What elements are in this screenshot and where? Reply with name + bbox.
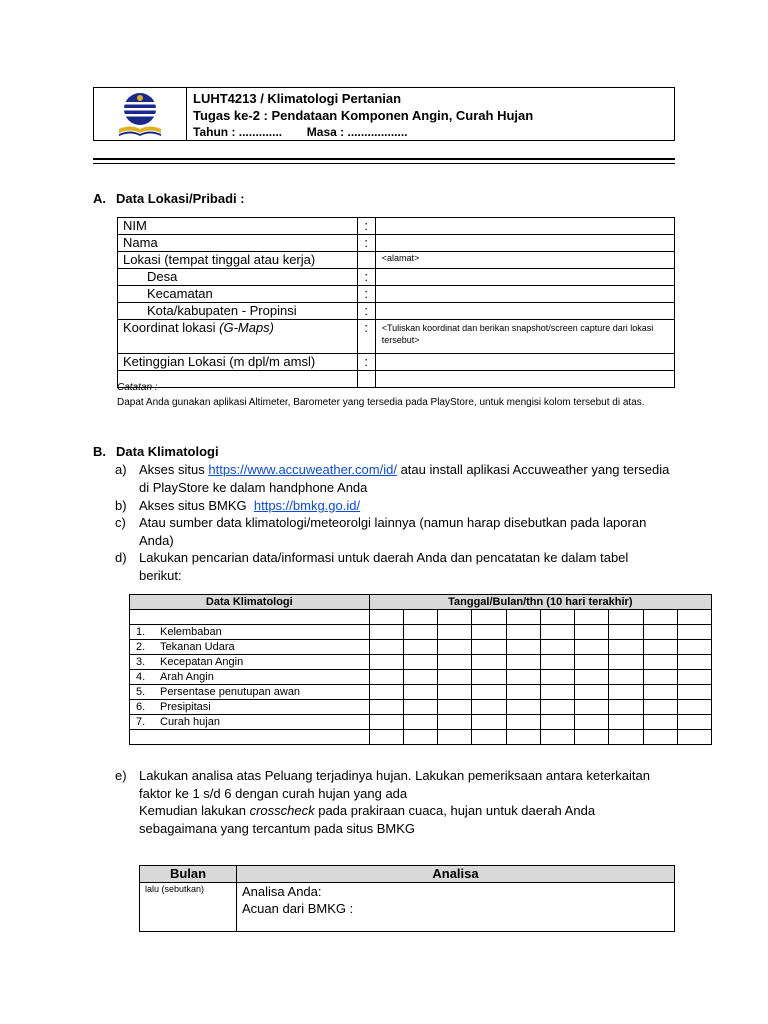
row-label: Koordinat lokasi (G-Maps) [118, 320, 358, 354]
data-cell[interactable] [369, 625, 403, 640]
data-cell[interactable] [575, 730, 609, 745]
data-cell[interactable] [540, 700, 574, 715]
data-cell[interactable] [438, 640, 472, 655]
data-cell[interactable] [609, 640, 643, 655]
col-header-analysis: Analisa [237, 866, 675, 883]
data-cell[interactable] [609, 670, 643, 685]
course-title: LUHT4213 / Klimatologi Pertanian [193, 91, 402, 106]
date-cell[interactable] [438, 610, 472, 625]
data-cell[interactable] [438, 715, 472, 730]
colon: : [357, 235, 375, 252]
data-cell[interactable] [643, 655, 677, 670]
climate-parameter: 6. Presipitasi [130, 700, 370, 715]
data-cell[interactable] [403, 730, 437, 745]
data-cell[interactable] [438, 730, 472, 745]
table-row [118, 235, 675, 252]
row-label: Ketinggian Lokasi (m dpl/m amsl) [118, 354, 358, 371]
data-cell[interactable] [369, 700, 403, 715]
row-label: Desa [118, 269, 358, 286]
table-row [140, 883, 675, 932]
village-field[interactable] [375, 269, 674, 286]
data-cell[interactable] [609, 700, 643, 715]
col-header-date: Tanggal/Bulan/thn (10 hari terakhir) [369, 595, 711, 610]
data-cell[interactable] [472, 640, 506, 655]
task-title: Tugas ke-2 : Pendataan Komponen Angin, Curah Hujan [193, 108, 534, 123]
data-cell[interactable] [403, 715, 437, 730]
table-row [118, 218, 675, 235]
data-cell[interactable] [643, 640, 677, 655]
altitude-field[interactable] [375, 354, 674, 371]
analysis-field[interactable]: Analisa Anda: Acuan dari BMKG : [237, 883, 675, 932]
period-label: Masa : .................. [306, 125, 408, 139]
climate-parameter: 3. Kecepatan Angin [130, 655, 370, 670]
data-cell[interactable] [369, 655, 403, 670]
table-row [118, 269, 675, 286]
data-cell[interactable] [403, 700, 437, 715]
col-header-month: Bulan [140, 866, 237, 883]
data-cell[interactable] [540, 730, 574, 745]
bmkg-link[interactable]: https://bmkg.go.id/ [253, 498, 361, 513]
header-text [193, 90, 533, 141]
divider-thick [93, 158, 675, 160]
date-cell[interactable] [677, 610, 711, 625]
note-title: Catatan : [117, 382, 158, 393]
col-header-data: Data Klimatologi [130, 595, 370, 610]
data-cell[interactable] [575, 685, 609, 700]
row-label: Lokasi (tempat tinggal atau kerja) [118, 252, 358, 269]
data-cell[interactable] [472, 715, 506, 730]
table-row [118, 252, 675, 269]
table-header-row [130, 595, 712, 610]
data-cell[interactable] [506, 670, 540, 685]
climatology-table [129, 594, 712, 745]
data-cell[interactable] [677, 655, 711, 670]
colon-empty [357, 252, 375, 269]
district-field[interactable] [375, 286, 674, 303]
coordinate-field[interactable]: <Tuliskan koordinat dan berikan snapshot/screen capture dari lokasi tersebut> [375, 320, 674, 354]
data-cell[interactable] [643, 730, 677, 745]
data-cell[interactable] [540, 655, 574, 670]
data-cell[interactable] [506, 625, 540, 640]
climate-parameter: 4. Arah Angin [130, 670, 370, 685]
data-cell[interactable] [403, 685, 437, 700]
row-label: Kota/kabupaten - Propinsi [118, 303, 358, 320]
item-e-line1: Lakukan analisa atas Peluang terjadinya hujan. Lakukan pemeriksaan antara keterkaitan faktor ke 1 s/d 6 dengan curah hujan yang ada [139, 768, 650, 801]
data-cell[interactable] [677, 700, 711, 715]
data-cell[interactable] [506, 715, 540, 730]
table-row [130, 610, 712, 625]
table-row [118, 320, 675, 354]
data-cell[interactable] [472, 655, 506, 670]
data-cell[interactable] [403, 625, 437, 640]
table-row [130, 655, 712, 670]
section-b-title: B. Data Klimatologi [93, 444, 219, 459]
data-cell[interactable] [506, 655, 540, 670]
data-cell[interactable] [643, 625, 677, 640]
date-cell[interactable] [540, 610, 574, 625]
data-cell[interactable] [540, 670, 574, 685]
colon: : [357, 286, 375, 303]
data-cell[interactable] [472, 685, 506, 700]
data-cell[interactable] [506, 730, 540, 745]
location-field[interactable]: <alamat> [375, 252, 674, 269]
data-cell[interactable] [609, 715, 643, 730]
climate-parameter: 2. Tekanan Udara [130, 640, 370, 655]
climate-parameter: 5. Persentase penutupan awan [130, 685, 370, 700]
note-text: Dapat Anda gunakan aplikasi Altimeter, Barometer yang tersedia pada PlayStore, untuk mengisi kolom tersebut di atas. [117, 397, 645, 408]
data-cell[interactable] [575, 700, 609, 715]
colon: : [357, 303, 375, 320]
date-cell[interactable] [575, 610, 609, 625]
data-cell[interactable] [540, 685, 574, 700]
row-label: NIM [118, 218, 358, 235]
name-field[interactable] [375, 235, 674, 252]
data-cell[interactable] [540, 625, 574, 640]
nim-field[interactable] [375, 218, 674, 235]
data-cell[interactable] [609, 730, 643, 745]
data-cell[interactable] [438, 670, 472, 685]
data-cell[interactable] [677, 670, 711, 685]
data-cell[interactable] [506, 700, 540, 715]
colon: : [357, 269, 375, 286]
data-cell[interactable] [369, 730, 403, 745]
date-cell[interactable] [369, 610, 403, 625]
colon: : [357, 320, 375, 354]
data-cell[interactable] [438, 625, 472, 640]
row-label: Nama [118, 235, 358, 252]
table-row [130, 730, 712, 745]
document-header [93, 87, 675, 141]
data-cell[interactable] [575, 715, 609, 730]
data-cell[interactable] [643, 700, 677, 715]
table-row [118, 286, 675, 303]
logo-cell [94, 88, 187, 140]
data-cell[interactable] [403, 655, 437, 670]
table-row [130, 670, 712, 685]
date-cell[interactable] [472, 610, 506, 625]
table-row [130, 640, 712, 655]
section-a-title: A. Data Lokasi/Pribadi : [93, 191, 245, 206]
data-cell[interactable] [609, 685, 643, 700]
data-cell[interactable] [677, 640, 711, 655]
data-cell[interactable] [438, 685, 472, 700]
data-cell[interactable] [506, 685, 540, 700]
climate-parameter: 1. Kelembaban [130, 625, 370, 640]
data-cell[interactable] [609, 625, 643, 640]
accuweather-link[interactable]: https://www.accuweather.com/id/ [208, 462, 397, 477]
data-cell[interactable] [403, 640, 437, 655]
climate-parameter: 7. Curah hujan [130, 715, 370, 730]
city-province-field[interactable] [375, 303, 674, 320]
date-cell[interactable] [609, 610, 643, 625]
year-label: Tahun : ............. [193, 125, 283, 139]
date-cell[interactable] [403, 610, 437, 625]
data-cell[interactable] [643, 670, 677, 685]
table-header-row [140, 866, 675, 883]
table-row [130, 685, 712, 700]
month-field[interactable]: lalu (sebutkan) [140, 883, 237, 932]
table-row [130, 700, 712, 715]
data-cell[interactable] [575, 640, 609, 655]
data-cell[interactable] [643, 715, 677, 730]
data-cell[interactable] [677, 685, 711, 700]
colon: : [357, 218, 375, 235]
data-cell[interactable] [369, 640, 403, 655]
data-cell[interactable] [677, 715, 711, 730]
data-cell[interactable] [575, 670, 609, 685]
date-cell[interactable] [643, 610, 677, 625]
data-cell[interactable] [540, 640, 574, 655]
data-cell[interactable] [369, 715, 403, 730]
data-cell[interactable] [403, 670, 437, 685]
data-cell[interactable] [472, 700, 506, 715]
data-cell[interactable] [506, 640, 540, 655]
data-cell[interactable] [472, 625, 506, 640]
note-block [117, 380, 677, 410]
table-row [118, 354, 675, 371]
analysis-table [139, 865, 675, 932]
data-cell[interactable] [609, 655, 643, 670]
data-cell[interactable] [438, 700, 472, 715]
data-cell[interactable] [369, 685, 403, 700]
data-cell[interactable] [575, 655, 609, 670]
personal-data-table [117, 217, 675, 388]
colon: : [357, 354, 375, 371]
row-label: Kecamatan [118, 286, 358, 303]
table-row [130, 625, 712, 640]
data-cell[interactable] [472, 730, 506, 745]
divider-thin [93, 163, 675, 164]
data-cell[interactable] [438, 655, 472, 670]
data-cell[interactable] [677, 625, 711, 640]
year-period-line [193, 124, 533, 141]
data-cell[interactable] [540, 715, 574, 730]
data-cell[interactable] [643, 685, 677, 700]
table-row [130, 715, 712, 730]
university-logo-icon [110, 89, 170, 139]
data-cell[interactable] [677, 730, 711, 745]
table-row [118, 303, 675, 320]
data-cell[interactable] [575, 625, 609, 640]
data-cell[interactable] [369, 670, 403, 685]
data-cell[interactable] [472, 670, 506, 685]
date-cell[interactable] [506, 610, 540, 625]
